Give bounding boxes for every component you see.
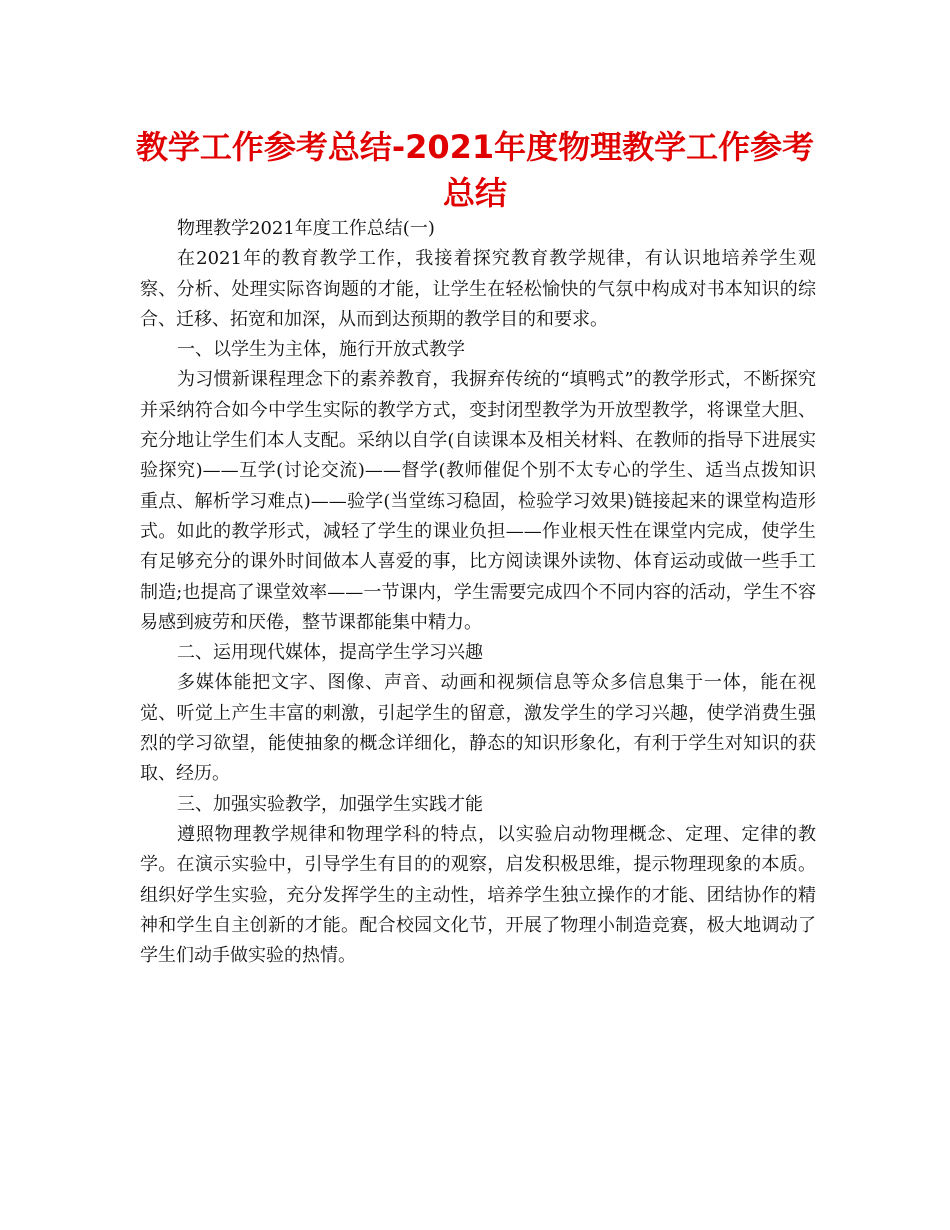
paragraph-section-1: 为习惯新课程理念下的素养教育，我摒弃传统的“填鸭式”的教学形式，不断探究并采纳符合如今中学生实际的教学方式，变封闭型教学为开放型教学，将课堂大胆、充分地让学生们本人支配。采纳以自学(自读课本及相关材料、在教师的指导下进展实验探究)——互学(讨论交流)——督学(教师催促个别不太专心的学生、适当点拨知识重点、解析学习难点)——验学(当堂练习稳固，检验学习效果)链接起来的课堂构造形式。如此的教学形式，减轻了学生的课业负担——作业根天性在课堂内完成，使学生有足够充分的课外时间做本人喜爱的事，比方阅读课外读物、体育运动或做一些手工制造;也提高了课堂效率——一节课内，学生需要完成四个不同内容的活动，学生不容易感到疲劳和厌倦，整节课都能集中精力。 [140, 369, 816, 633]
document-title: 教学工作参考总结-2021年度物理教学工作参考总结 [135, 128, 815, 212]
section-heading-1: 一、以学生为主体，施行开放式教学 [177, 339, 465, 361]
section-heading-intro: 物理教学2021年度工作总结(一) [177, 218, 435, 239]
document-body [140, 214, 816, 971]
paragraph-intro: 在2021年的教育教学工作，我接着探究教育教学规律，有认识地培养学生观察、分析、处理实际咨询题的才能，让学生在轻松愉快的气氛中构成对书本知识的综合、迁移、拓宽和加深，从而到达预期的教学目的和要求。 [140, 248, 816, 330]
section-heading-2: 二、运用现代媒体，提高学生学习兴趣 [177, 642, 483, 664]
section-heading-3: 三、加强实验教学，加强学生实践才能 [177, 793, 483, 815]
paragraph-section-2: 多媒体能把文字、图像、声音、动画和视频信息等众多信息集于一体，能在视觉、听觉上产生丰富的刺激，引起学生的留意，激发学生的学习兴趣，使学消费生强烈的学习欲望，能使抽象的概念详细化，静态的知识形象化，有利于学生对知识的获取、经历。 [140, 672, 816, 785]
paragraph-section-3: 遵照物理教学规律和物理学科的特点，以实验启动物理概念、定理、定律的教学。在演示实验中，引导学生有目的的观察，启发积极思维，提示物理现象的本质。组织好学生实验，充分发挥学生的主动性，培养学生独立操作的才能、团结协作的精神和学生自主创新的才能。配合校园文化节，开展了物理小制造竞赛，极大地调动了学生们动手做实验的热情。 [140, 823, 816, 967]
